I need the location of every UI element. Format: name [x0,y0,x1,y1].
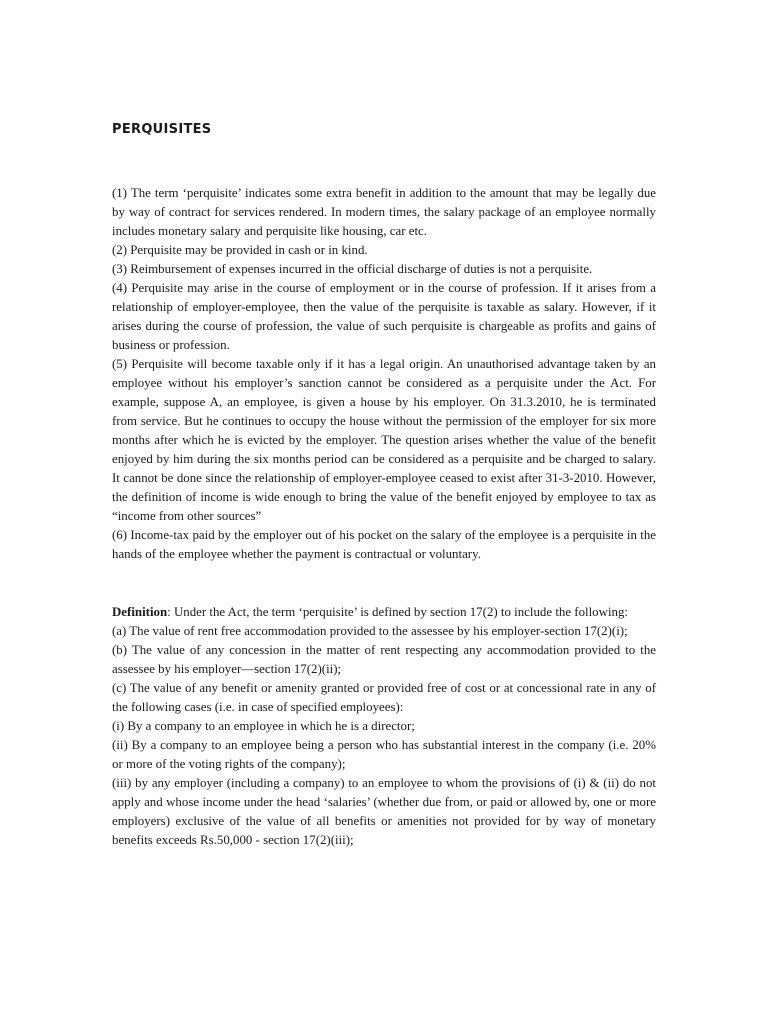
definition-item-a: (a) The value of rent free accommodation provided to the assessee by his employer-section 17(2)(i); [112,624,628,638]
point-5: (5) Perquisite will become taxable only if it has a legal origin. An unauthorised advantage taken by an employee without his employer’s sanction cannot be considered as a perquisite under the Act. For example, suppose A, an employee, is given a house by his employer. On 31.3.2010, he is terminated from service. But he continues to occupy the house without the permission of the employer for six more months after which he is evicted by the employer. The question arises whether the value of the benefit enjoyed by him during the six months period can be considered as a perquisite and be charged to salary. It cannot be done since the relationship of employer-employee ceased to exist after 31-3-2010. However, the definition of income is wide enough to bring the value of the benefit enjoyed by employee to tax as “income from other sources” [112,357,656,523]
definition-label: Definition [112,605,168,619]
definition-text: : Under the Act, the term ‘perquisite’ is defined by section 17(2) to include the following: [167,605,628,619]
definition-section [112,603,656,850]
point-3: (3) Reimbursement of expenses incurred in the official discharge of duties is not a perquisite. [112,262,593,276]
point-1: (1) The term ‘perquisite’ indicates some extra benefit in addition to the amount that may be legally due by way of contract for services rendered. In modern times, the salary package of an employee normally includes monetary salary and perquisite like housing, car etc. [112,186,656,238]
point-4: (4) Perquisite may arise in the course of employment or in the course of profession. If it arises from a relationship of employer-employee, then the value of the perquisite is taxable as salary. However, if it arises during the course of profession, the value of such perquisite is chargeable as profits and gains of business or profession. [112,281,656,352]
point-6: (6) Income-tax paid by the employer out of his pocket on the salary of the employee is a perquisite in the hands of the employee whether the payment is contractual or voluntary. [112,528,656,561]
definition-item-c-i: (i) By a company to an employee in which he is a director; [112,719,415,733]
definition-item-c-iii: (iii) by any employer (including a company) to an employee to whom the provisions of (i) & (ii) do not apply and whose income under the head ‘salaries’ (whether due from, or paid or allowed by, one or more employers) exclusive of the value of all benefits or amenities not provided for by way of monetary benefits exceeds Rs.50,000 - section 17(2)(iii); [112,776,656,847]
definition-paragraph [112,603,656,622]
definition-item-c-ii: (ii) By a company to an employee being a person who has substantial interest in the company (i.e. 20% or more of the voting rights of the company); [112,738,656,771]
definition-item-c: (c) The value of any benefit or amenity granted or provided free of cost or at concessional rate in any of the following cases (i.e. in case of specified employees): [112,681,656,714]
definition-item-b: (b) The value of any concession in the matter of rent respecting any accommodation provided to the assessee by his employer—section 17(2)(ii); [112,643,656,676]
point-2: (2) Perquisite may be provided in cash or in kind. [112,243,368,257]
page-title: PERQUISITES [112,122,212,137]
intro-points [112,184,656,564]
